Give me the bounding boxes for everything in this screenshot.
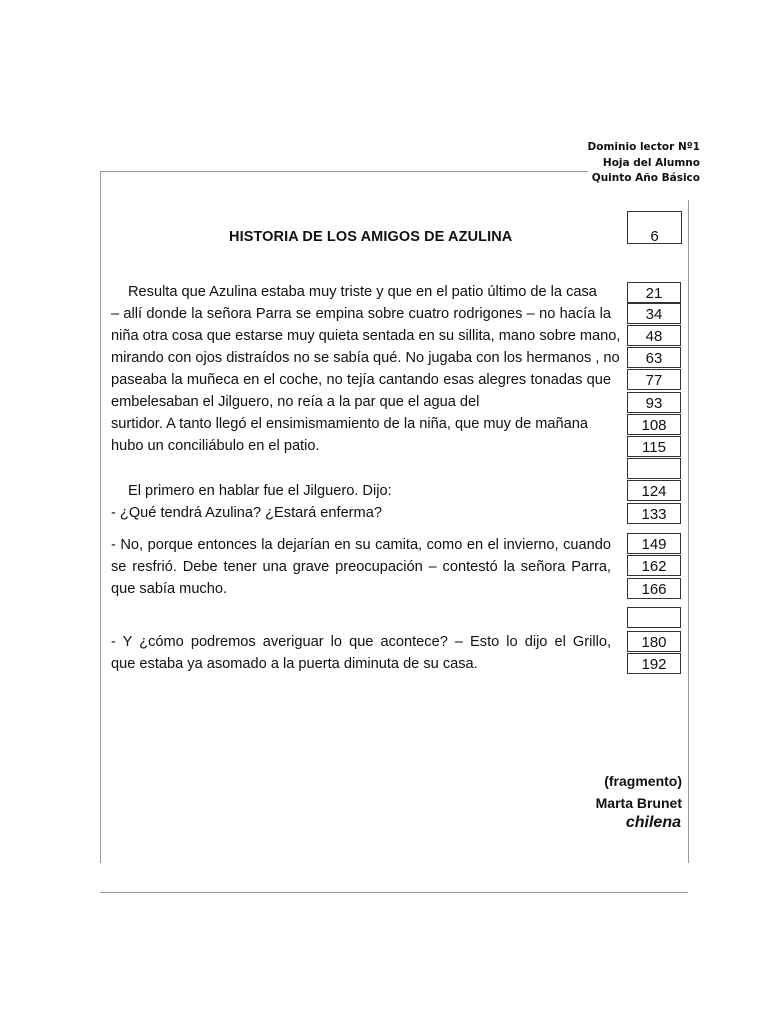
word-count-box: 124 <box>627 480 681 501</box>
header-line-3: Quinto Año Básico <box>591 172 700 184</box>
text-line: El primero en hablar fue el Jilguero. Dijo: <box>128 483 392 499</box>
word-count-box: 63 <box>627 347 681 368</box>
word-count-box: 133 <box>627 503 681 524</box>
text-line: que sabía mucho. <box>111 581 228 597</box>
text-line: - Y ¿cómo podremos averiguar lo que acontece? – Esto lo dijo el Grillo, <box>111 634 611 650</box>
text-line: Resulta que Azulina estaba muy triste y que en el patio último de la casa <box>128 284 597 300</box>
word-count-box-empty <box>627 458 681 479</box>
text-line: – allí donde la señora Parra se empina sobre cuatro rodrigones – no hacía la <box>111 306 611 322</box>
word-count-box: 77 <box>627 369 681 390</box>
author-nationality: chilena <box>625 814 681 831</box>
header-line-1: Dominio lector Nº1 <box>587 141 700 153</box>
word-count-box: 93 <box>627 392 681 413</box>
text-line: mirando con ojos distraídos no se sabía qué. No jugaba con los hermanos , no <box>111 350 620 366</box>
text-line: - No, porque entonces la dejarían en su camita, como en el invierno, cuando <box>111 537 611 553</box>
word-count-box: 21 <box>627 282 681 303</box>
word-count-box: 149 <box>627 533 681 554</box>
text-line: que estaba ya asomado a la puerta diminuta de su casa. <box>111 656 478 672</box>
text-line: niña otra cosa que estarse muy quieta sentada en su sillita, mano sobre mano, <box>111 328 621 344</box>
frame-right-border <box>688 200 689 863</box>
word-count-box: 166 <box>627 578 681 599</box>
header-line-2: Hoja del Alumno <box>602 156 700 169</box>
story-title: HISTORIA DE LOS AMIGOS DE AZULINA <box>229 229 513 245</box>
document-header <box>588 140 700 187</box>
title-count: 6 <box>650 228 659 245</box>
text-line: hubo un conciliábulo en el patio. <box>111 438 320 454</box>
text-line: - ¿Qué tendrá Azulina? ¿Estará enferma? <box>111 505 382 521</box>
word-count-box: 162 <box>627 555 681 576</box>
text-line: surtidor. A tanto llegó el ensimismamiento de la niña, que muy de mañana <box>111 416 589 432</box>
frame-top-border <box>100 171 588 172</box>
text-line: paseaba la muñeca en el coche, no tejía cantando esas alegres tonadas que <box>111 372 611 388</box>
frame-bottom-border <box>100 892 688 893</box>
word-count-box: 34 <box>627 303 681 324</box>
word-count-box: 180 <box>627 631 681 652</box>
title-count-box <box>627 211 682 244</box>
text-line: se resfrió. Debe tener una grave preocupación – contestó la señora Parra, <box>111 559 611 575</box>
word-count-box: 108 <box>627 414 681 435</box>
author-name: Marta Brunet <box>595 795 682 811</box>
text-line: embelesaban el Jilguero, no reía a la par que el agua del <box>111 394 480 410</box>
word-count-box-empty <box>627 607 681 628</box>
word-count-box: 48 <box>627 325 681 346</box>
fragment-note: (fragmento) <box>604 773 682 789</box>
frame-left-border <box>100 171 101 863</box>
word-count-box: 192 <box>627 653 681 674</box>
word-count-box: 115 <box>627 436 681 457</box>
